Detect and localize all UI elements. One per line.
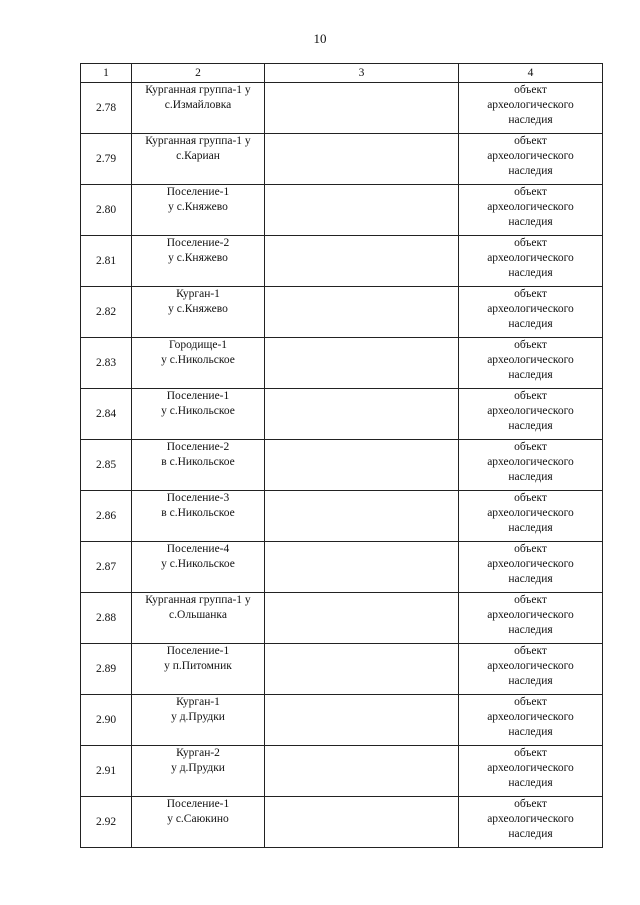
- row-number: 2.90: [81, 695, 132, 746]
- object-type-line: наследия: [508, 267, 553, 279]
- object-type-line: объект: [514, 594, 547, 606]
- object-type-line: объект: [514, 288, 547, 300]
- site-name-cell: [132, 185, 265, 236]
- site-name-line: Поселение-1: [166, 186, 230, 198]
- object-type-cell: [459, 746, 603, 797]
- column-3-cell: [265, 491, 459, 542]
- object-type-line: объект: [514, 798, 547, 810]
- object-type-cell: [459, 797, 603, 848]
- table-row: [81, 236, 603, 287]
- object-type-cell: [459, 134, 603, 185]
- table-row: [81, 440, 603, 491]
- object-type-line: археологического: [487, 99, 574, 111]
- table-row: [81, 746, 603, 797]
- object-type-line: наследия: [508, 216, 553, 228]
- site-name-line: у д.Прудки: [171, 762, 225, 774]
- site-name-line: Курганная группа-1 у: [145, 84, 251, 96]
- site-name-line: у с.Никольское: [161, 558, 235, 570]
- object-type-line: археологического: [487, 201, 574, 213]
- site-name-line: Курган-1: [176, 696, 220, 708]
- row-number: 2.78: [81, 83, 132, 134]
- site-name-cell: [132, 440, 265, 491]
- object-type-line: археологического: [487, 711, 574, 723]
- site-name-cell: [132, 338, 265, 389]
- object-type-line: наследия: [508, 318, 553, 330]
- row-number: 2.86: [81, 491, 132, 542]
- site-name-line: у п.Питомник: [164, 660, 232, 672]
- site-name-line: Поселение-3: [166, 492, 230, 504]
- table-row: [81, 83, 603, 134]
- table-row: [81, 542, 603, 593]
- row-number: 2.92: [81, 797, 132, 848]
- column-3-cell: [265, 695, 459, 746]
- column-3-cell: [265, 644, 459, 695]
- column-3-cell: [265, 389, 459, 440]
- site-name-line: у с.Никольское: [161, 405, 235, 417]
- header-col-2: 2: [132, 64, 265, 83]
- row-number: 2.82: [81, 287, 132, 338]
- object-type-line: археологического: [487, 354, 574, 366]
- row-number: 2.79: [81, 134, 132, 185]
- object-type-cell: [459, 440, 603, 491]
- object-type-cell: [459, 593, 603, 644]
- object-type-cell: [459, 389, 603, 440]
- site-name-line: Поселение-1: [166, 645, 230, 657]
- object-type-cell: [459, 644, 603, 695]
- site-name-cell: [132, 83, 265, 134]
- object-type-cell: [459, 287, 603, 338]
- site-name-line: у с.Княжево: [168, 303, 228, 315]
- object-type-line: археологического: [487, 762, 574, 774]
- object-type-line: объект: [514, 696, 547, 708]
- site-name-cell: [132, 287, 265, 338]
- site-name-line: с.Измайловка: [164, 99, 232, 111]
- table-row: [81, 797, 603, 848]
- table-row: [81, 695, 603, 746]
- site-name-line: у с.Саюкино: [167, 813, 229, 825]
- site-name-line: Городище-1: [168, 339, 228, 351]
- site-name-cell: [132, 746, 265, 797]
- column-3-cell: [265, 797, 459, 848]
- object-type-cell: [459, 542, 603, 593]
- object-type-line: наследия: [508, 165, 553, 177]
- object-type-cell: [459, 236, 603, 287]
- column-3-cell: [265, 338, 459, 389]
- table-row: [81, 644, 603, 695]
- row-number: 2.85: [81, 440, 132, 491]
- row-number: 2.84: [81, 389, 132, 440]
- object-type-line: наследия: [508, 675, 553, 687]
- object-type-line: объект: [514, 492, 547, 504]
- site-name-cell: [132, 389, 265, 440]
- site-name-line: Поселение-4: [166, 543, 230, 555]
- table-row: [81, 134, 603, 185]
- object-type-line: объект: [514, 543, 547, 555]
- object-type-line: объект: [514, 339, 547, 351]
- table-row: [81, 491, 603, 542]
- site-name-cell: [132, 644, 265, 695]
- table-header: [81, 64, 603, 83]
- object-type-line: археологического: [487, 303, 574, 315]
- site-name-line: у с.Княжево: [168, 201, 228, 213]
- table-body: [81, 83, 603, 848]
- column-3-cell: [265, 287, 459, 338]
- object-type-line: наследия: [508, 522, 553, 534]
- object-type-line: археологического: [487, 507, 574, 519]
- object-type-line: наследия: [508, 369, 553, 381]
- column-3-cell: [265, 746, 459, 797]
- site-name-line: Курган-1: [176, 288, 220, 300]
- row-number: 2.88: [81, 593, 132, 644]
- object-type-line: археологического: [487, 252, 574, 264]
- site-name-line: Поселение-1: [166, 798, 230, 810]
- column-3-cell: [265, 83, 459, 134]
- column-3-cell: [265, 185, 459, 236]
- object-type-line: объект: [514, 645, 547, 657]
- site-name-cell: [132, 593, 265, 644]
- site-name-line: в с.Никольское: [161, 456, 235, 468]
- object-type-line: археологического: [487, 456, 574, 468]
- site-name-line: с.Ольшанка: [169, 609, 227, 621]
- object-type-line: наследия: [508, 420, 553, 432]
- object-type-cell: [459, 695, 603, 746]
- site-name-line: в с.Никольское: [161, 507, 235, 519]
- object-type-cell: [459, 83, 603, 134]
- site-name-line: Курганная группа-1 у: [145, 135, 251, 147]
- site-name-cell: [132, 134, 265, 185]
- object-type-line: археологического: [487, 558, 574, 570]
- object-type-line: объект: [514, 390, 547, 402]
- site-name-line: у д.Прудки: [171, 711, 225, 723]
- site-name-cell: [132, 695, 265, 746]
- site-name-line: Поселение-1: [166, 390, 230, 402]
- site-name-line: у с.Никольское: [161, 354, 235, 366]
- row-number: 2.83: [81, 338, 132, 389]
- object-type-cell: [459, 185, 603, 236]
- object-type-line: наследия: [508, 624, 553, 636]
- site-name-cell: [132, 236, 265, 287]
- site-name-cell: [132, 491, 265, 542]
- object-type-line: объект: [514, 186, 547, 198]
- object-type-line: археологического: [487, 660, 574, 672]
- site-name-cell: [132, 797, 265, 848]
- column-3-cell: [265, 593, 459, 644]
- object-type-line: археологического: [487, 405, 574, 417]
- site-name-line: Поселение-2: [166, 237, 230, 249]
- row-number: 2.91: [81, 746, 132, 797]
- column-3-cell: [265, 236, 459, 287]
- site-name-line: Курганная группа-1 у: [145, 594, 251, 606]
- column-3-cell: [265, 134, 459, 185]
- row-number: 2.87: [81, 542, 132, 593]
- table-row: [81, 287, 603, 338]
- object-type-line: археологического: [487, 150, 574, 162]
- object-type-line: наследия: [508, 114, 553, 126]
- row-number: 2.81: [81, 236, 132, 287]
- object-type-line: наследия: [508, 726, 553, 738]
- column-3-cell: [265, 542, 459, 593]
- object-type-line: наследия: [508, 573, 553, 585]
- header-col-4: 4: [459, 64, 603, 83]
- object-type-line: наследия: [508, 777, 553, 789]
- row-number: 2.89: [81, 644, 132, 695]
- site-name-line: у с.Княжево: [168, 252, 228, 264]
- object-type-cell: [459, 491, 603, 542]
- object-type-cell: [459, 338, 603, 389]
- table-row: [81, 338, 603, 389]
- header-col-3: 3: [265, 64, 459, 83]
- object-type-line: археологического: [487, 609, 574, 621]
- object-type-line: объект: [514, 747, 547, 759]
- page-number: 10: [313, 31, 327, 46]
- object-type-line: наследия: [508, 471, 553, 483]
- site-name-line: Курган-2: [176, 747, 220, 759]
- object-type-line: наследия: [508, 828, 553, 840]
- site-name-cell: [132, 542, 265, 593]
- table-row: [81, 593, 603, 644]
- header-row: [81, 64, 603, 83]
- heritage-table: [80, 63, 603, 848]
- object-type-line: объект: [514, 84, 547, 96]
- table-row: [81, 185, 603, 236]
- object-type-line: объект: [514, 237, 547, 249]
- site-name-line: Поселение-2: [166, 441, 230, 453]
- header-col-1: 1: [81, 64, 132, 83]
- object-type-line: археологического: [487, 813, 574, 825]
- row-number: 2.80: [81, 185, 132, 236]
- object-type-line: объект: [514, 135, 547, 147]
- table-row: [81, 389, 603, 440]
- site-name-line: с.Кариан: [176, 150, 220, 162]
- column-3-cell: [265, 440, 459, 491]
- object-type-line: объект: [514, 441, 547, 453]
